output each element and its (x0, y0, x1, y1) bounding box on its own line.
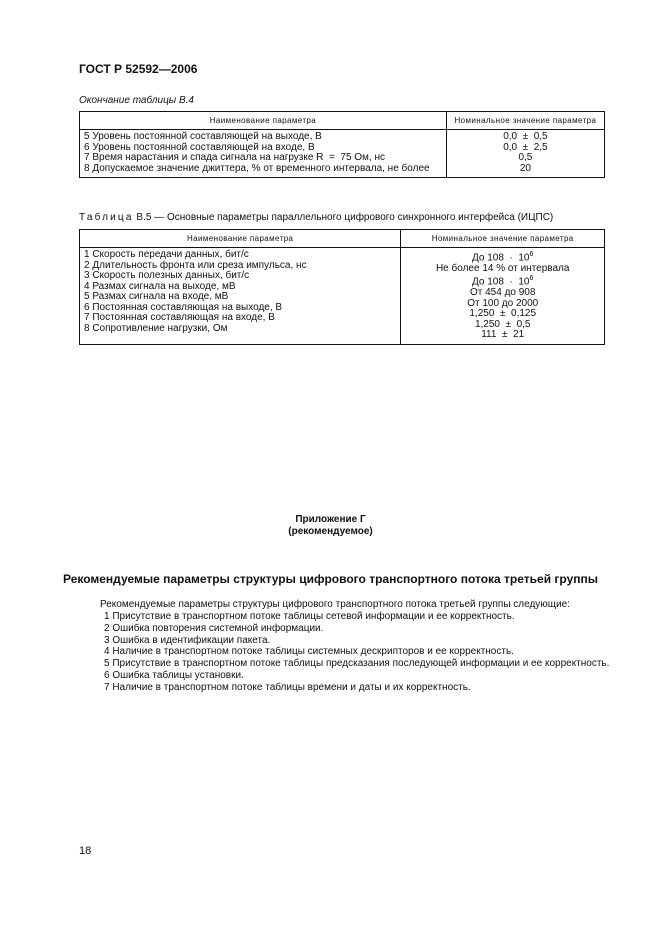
param-name: 1 Скорость передачи данных, бит/с (84, 249, 249, 260)
table-row (80, 248, 605, 345)
param-value: 1,250 ± 0,125 (469, 308, 537, 320)
page-number: 18 (79, 845, 92, 857)
table-b5-caption-label: Таблица (79, 212, 134, 223)
list-item: 4 Наличие в транспортном потоке таблицы системных дескрипторов и ее корректность. (104, 646, 514, 658)
param-name: 5 Размах сигнала на входе, мВ (84, 291, 229, 302)
table-b4-header-param: Наименование параметра (80, 112, 447, 130)
exponent: 6 (529, 251, 534, 258)
table-b5-param-cell (80, 248, 401, 345)
param-value (401, 274, 604, 288)
param-name: 2 Длительность фронта или среза импульса, нс (84, 259, 307, 271)
param-name: 7 Время нарастания и спада сигнала на нагрузке R = 75 Ом, нс (84, 152, 386, 163)
param-value: 0,5 (518, 152, 533, 163)
appendix-subtitle: (рекомендуемое) (288, 526, 373, 537)
param-name: 8 Допускаемое значение джиттера, % от временного интервала, не более (84, 162, 430, 174)
param-name: 5 Уровень постоянной составляющей на выходе, В (84, 131, 322, 142)
appendix-intro: Рекомендуемые параметры структуры цифрового транспортного потока третьей группы следующие: (100, 599, 570, 610)
list-item: 6 Ошибка таблицы установки. (104, 669, 244, 681)
list-item: 7 Наличие в транспортном потоке таблицы времени и даты и их корректность. (104, 681, 471, 693)
table-b5-header-param: Наименование параметра (80, 230, 401, 248)
param-value: От 454 до 908 (469, 287, 536, 299)
param-value: 111 ± 21 (481, 329, 525, 341)
list-item: 3 Ошибка в идентификации пакета. (104, 634, 271, 646)
list-item: 2 Ошибка повторения системной информации. (104, 622, 324, 634)
table-b4-param-cell (80, 130, 447, 178)
list-item: 1 Присутствие в транспортном потоке таблицы сетевой информации и ее корректность. (104, 611, 515, 622)
table-b5-header-value: Номинальное значение параметра (401, 230, 605, 248)
param-name: 4 Размах сигнала на выходе, мВ (84, 280, 236, 292)
table-b4-value-cell (446, 130, 604, 178)
recommended-parameters-list (104, 611, 609, 694)
param-name: 3 Скорость полезных данных, бит/с (84, 270, 250, 281)
param-name: 6 Уровень постоянной составляющей на входе, В (84, 141, 315, 153)
param-name: 8 Сопротивление нагрузки, Ом (84, 322, 228, 334)
param-value-text: До 108 · 10 (472, 252, 530, 264)
table-b4-header-value: Номинальное значение параметра (446, 112, 604, 130)
appendix-title: Приложение Г (295, 514, 366, 525)
param-value: 1,250 ± 0,5 (474, 318, 531, 330)
param-name: 6 Постоянная составляющая на выходе, В (84, 301, 283, 313)
appendix-heading (0, 514, 661, 538)
table-row (80, 130, 605, 178)
table-b5-value-cell (401, 248, 605, 345)
param-value: 0,0 ± 0,5 (503, 131, 548, 142)
table-b4-continuation-label: Окончание таблицы В.4 (79, 95, 194, 106)
param-value: От 100 до 2000 (467, 297, 539, 309)
param-value-text: До 108 · 10 (472, 276, 530, 288)
table-b5 (79, 229, 605, 345)
param-value: Не более 14 % от интервала (435, 262, 570, 274)
exponent: 6 (529, 275, 534, 283)
param-value (401, 250, 604, 264)
table-b5-caption-text: В.5 — Основные параметры параллельного цифрового синхронного интерфейса (ИЦПС) (133, 212, 554, 223)
param-value: 20 (519, 162, 531, 174)
param-name: 7 Постоянная составляющая на входе, В (84, 312, 275, 323)
list-item: 5 Присутствие в транспортном потоке таблицы предсказания последующей информации и ее корректность. (104, 658, 610, 670)
document-header: ГОСТ Р 52592—2006 (79, 62, 198, 76)
param-value: 0,0 ± 2,5 (503, 141, 548, 153)
table-b5-caption (79, 212, 553, 223)
table-b4 (79, 111, 605, 178)
appendix-section-title: Рекомендуемые параметры структуры цифрового транспортного потока третьей группы (62, 572, 598, 586)
